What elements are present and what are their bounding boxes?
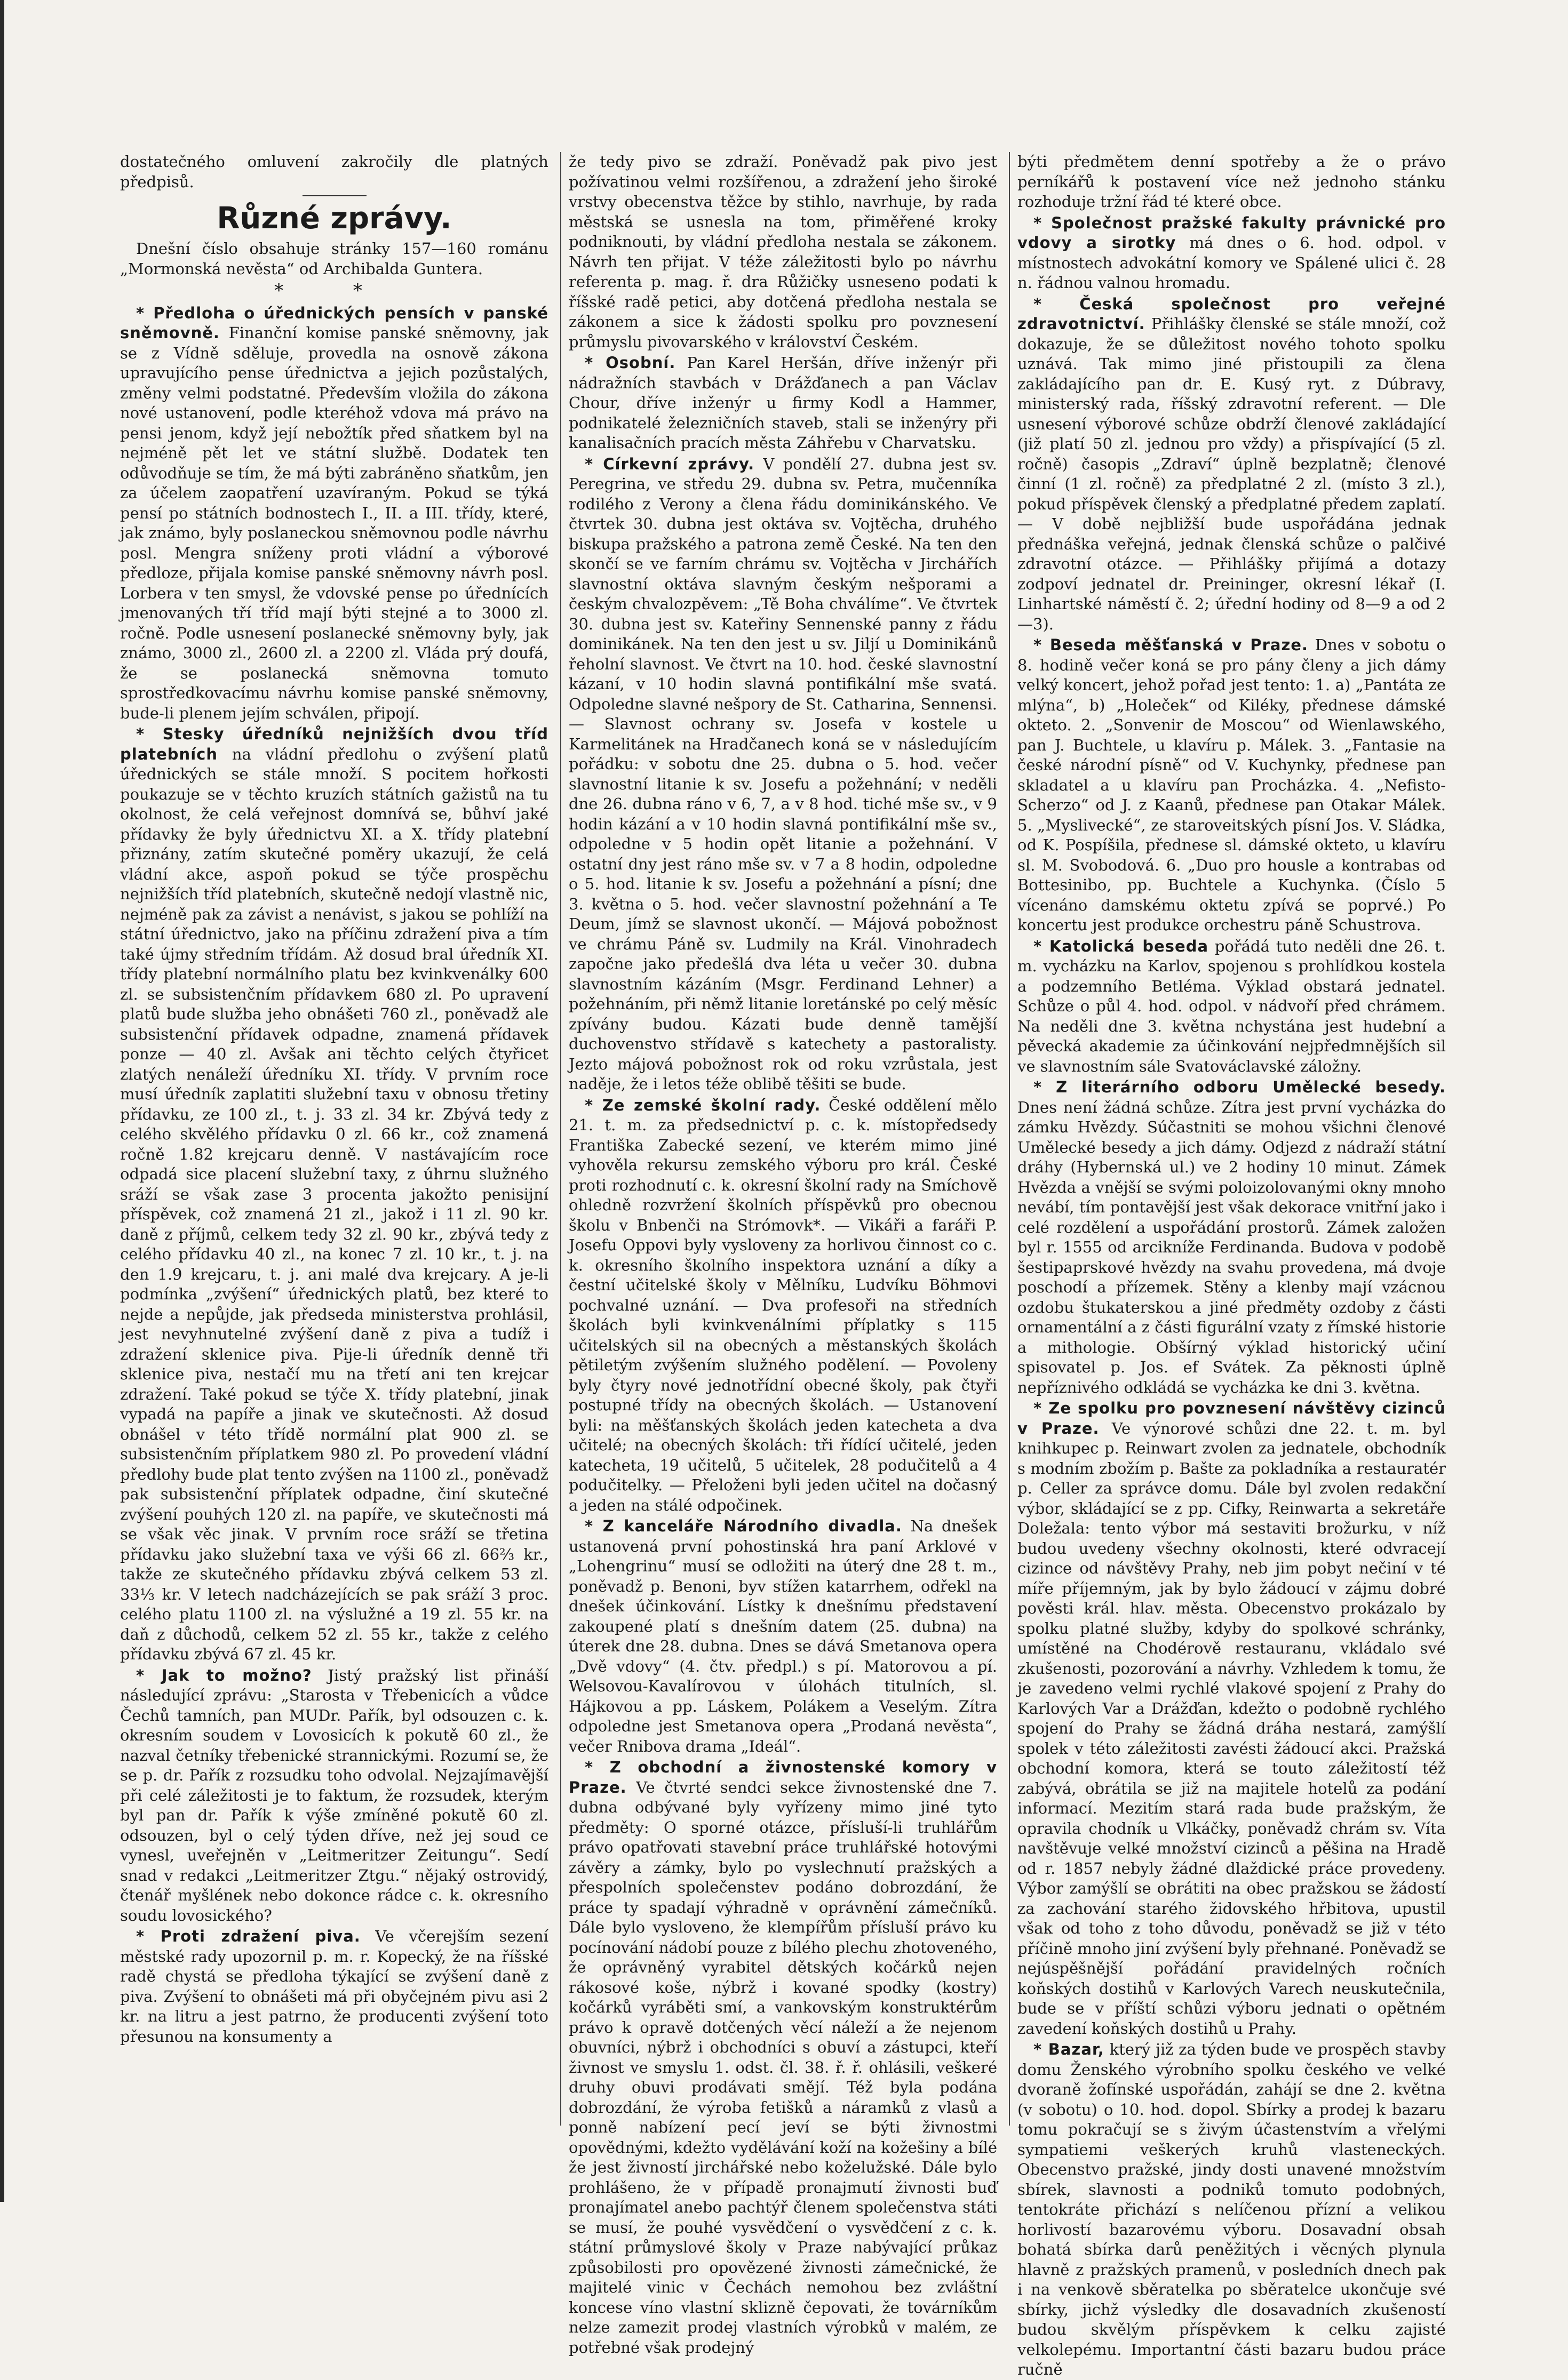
article-body: pořádá tuto neděli dne 26. t. m. vycházku na Karlov, spojenou s prohlídkou kostela a podzemního Betléma. Výklad obstará jednatel. Schůze o půl 4. hod. odpol. v nádvoří před chrámem. Na neděli dne 3. května nchystána jest hudební a pěvecká akademie za účinkování nejpředmnějších sil ve slavnostním sále Svatováclavské záložny. [1017, 937, 1446, 1075]
article-body: Ve čtvrté sendci sekce živnostenské dne 7. dubna odbývané byly vyřízeny mimo jiné tyto předměty: O sporné otázce, přísluší-li truhlářům právo opatřovati stavební práce truhlářské hotovými závěry a zámky, bylo po vyslechnutí pražských a přespolních společenstev podáno dobrozdání, že práce ty spadají výhradně v oprávnění zámečníků. Dále bylo vysloveno, že klempířům přísluší právo ku pocínování nádobí pouze z bílého plechu zhotoveného, že oprávněný vyrabitel dětských kočárků nejen rákosové koše, nýbrž i kované spodky (kostry) kočárků vyráběti smí, a vankovským konstruktérům právo k opravě dotčených věcí náleží a že nejenom obuvníci, nýbrž i obchodníci s obuví a zástupci, kteří živnost ve smyslu 1. odst. čl. 38. ř. ř. ohlásili, veškeré druhy obuvi prodávati smějí. Též byla podána dobrozdání, že výroba fetišků a náramků z vlasů a ponně nabízení pecí jeví se býti živnostmi opovědnými, kdežto vydělávání koží na kožešiny a bílé že jest živností jirchářské nebo koželužské. Dále bylo prohlášeno, že v případě pronajmutí živnosti buď pronajímatel anebo pachtýř členem společenstva státi se musí, že pouhé vysvědčení o vysvědčení z c. k. státní průmyslové školy v Praze nabývající průkaz způsobilosti pro opovězené živnosti zámečnické, že majitelé vinic v Čechách nemohou bez zvláštní koncese víno vlastní sklizně čepovati, že továrníkům nelze zamezit prodej vlastních výrobků v malém, ze potřebné však prodejný [569, 1778, 997, 2357]
article [1017, 213, 1446, 293]
article-body: Dnes v sobotu o 8. hodině večer koná se pro pány členy a jich dámy velký koncert, jehož pořad jest tento: 1. a) „Pantáta ze mlýna“, b) „Holeček“ od Kiléky, přednese dámské okteto. 2. „Sonvenir de Moscou“ od Wienlawského, pan J. Buchtele, u klavíru p. Málek. 3. „Fantasie na české národní písně“ od V. Kuchynky, přednese pan skladatel a u klavíru pan Procházka. 4. „Nefisto-Scherzo“ od J. z Kaanů, přednese pan Otakar Málek. 5. „Myslivecké“, ze staroveitských písní Jos. V. Sládka, od K. Pospíšila, přednese sl. dámské okteto, u klavíru sl. M. Svobodová. 6. „Duo pro housle a kontrabas od Bottesinibo, pp. Buchtele a Kuchynka. (Číslo 5 vícenáno damskému oktetu zpívá se poprvé.) Po koncertu jest produkce orchestru páně Schustrova. [1017, 636, 1446, 934]
article [1017, 1077, 1446, 1397]
column-3 [1009, 152, 1446, 2378]
article [1017, 294, 1446, 635]
article-body: Na dnešek ustanovená první pohostinská hra paní Arklové v „Lohengrinu“ musí se odložiti na úterý dne 28 t. m., poněvadž p. Benoni, byv stížen katarrhem, odřekl na dnešek účinkování. Lístky k dnešnímu představení zakoupené platí s dnešním datem (25. dubna) na úterek dne 28. dubna. Dnes se dává Smetanova opera „Dvě vdovy“ (4. čtv. předpl.) s pí. Matorovou a pí. Welsovou-Kavalírovou v úlohách titulních, sl. Hájkovou a pp. Láskem, Polákem a Veselým. Zítra odpoledne jest Smetanova opera „Prodaná nevěsta“, večer Rnibova drama „Ideál“. [569, 1517, 998, 1755]
article-headline: * Osobní. [585, 354, 676, 372]
article [120, 1927, 548, 2047]
article-headline: * Proti zdražení piva. [136, 1927, 361, 1945]
continuation-paragraph: dostatečného omluvení zakročily dle platných předpisů. [120, 153, 548, 191]
article-headline: * Církevní zprávy. [585, 454, 755, 473]
article-body: Přihlášky členské se stále množí, což dokazuje, že se důležitost nového tohoto spolku uznává. Tak mimo jiné přistoupili za člena zakládajícího pan dr. E. Kusý ryt. z Dúbravy, ministerský rada, říšský zdravotní referent. — Dle usnesení výborové schůze obdrží členové zakládající (již platí 50 zl. jednou pro vždy) a přispívající (5 zl. ročně) časopis „Zdraví“ úplně bezplatně; členové činní (1 zl. ročně) za předplatné 2 zl. (místo 3 zl.), pokud příspěvek členský a předplatné předem zaplatí. — V době nejbližší bude uspořádána jednak přednáška veřejná, jednak členská schůze o palčivé zdravotní otázce. — Přihlášky přijímá a dotazy zodpoví jednatel dr. Preininger, okresní lékař (I. Linhartské náměstí č. 2; úřední hodiny od 8—9 a od 2—3). [1017, 315, 1446, 633]
article-body: Finanční komise panské sněmovny, jak se z Vídně sděluje, provedla na osnově zákona upravujícího pense úřednictva a jejich pozůstalých, změny velmi podstatné. Především vložila do zákona nové ustanovení, podle kteréhož vdova má právo na pensi jenom, když její nebožtík před sňatkem byl na nejméně pět let ve státní službě. Dodatek ten odůvodňuje se tím, že má býti zabráněno sňatkům, jen za účelem zaopatření uzavíraným. Pokud se týká pensí po státních bodnostech I., II. a III. třídy, které, jak známo, byly poslaneckou sněmovnou podle návrhu posl. Mengra sníženy proti vládní a výborové předloze, přijala komise panské sněmovny návrh posl. Lorbera v ten smysl, že vdovské pense po úřednících jmenovaných tří tříd mají býti stejné a to 3000 zl. ročně. Podle usnesení poslanecké sněmovny byly, jak známo, 3000 zl., 2600 zl. a 2200 zl. Vláda prý doufá, že se poslanecká sněmovna tomuto sprostředkovacímu návrhu komise panské sněmovny, bude-li plenem jejím schválen, připojí. [120, 324, 549, 722]
article [1017, 937, 1446, 1077]
article-body: Ve výnorové schůzi dne 22. t. m. byl knihkupec p. Reinwart zvolen za jednatele, obchodník s modním zbožím p. Bašte za pokladníka a restauratér p. Celler za správce domu. Dále byl zvolen redakční výbor, skládající se z pp. Cifky, Reinwarta a sekretáře Doležala: tento výbor má sestaviti brožurku, v níž budou uvedeny všechny okolnosti, které odvracejí cizince od návštěvy Prahy, neb jim pobyt nečiní v té míře příjemným, jak by bylo žádoucí v zájmu dobré pověsti král. hlav. města. Obecenstvo prokázalo by spolku platné služby, kdyby do spolkové schránky, umístěné na Chodérově restauranu, vkládalo své zkušenosti, pozorování a návrhy. Vzhledem k tomu, že je zavedeno velmi rychlé vlakové spojení z Prahy do Karlových Var a Drážďan, kdežto o podobně rychlého spojení do Prahy se žádná dráha nestará, zamýšlí spolek v této záležitosti zavésti žádoucí akci. Pražská obchodní komora, která se touto záležitostí též zabývá, obrátila se již na majitele hotelů za podání informací. Mezitím stará rada bude pražským, že opravila chodník u Vlkáčky, poněvadž chrám sv. Víta navštěvuje velké množství cizinců a pěšina na Hradě od r. 1857 nebyly žádné dlaždické práce provedeny. Výbor zamýšlí se obrátiti na obec pražskou se žádostí za zachování starého židovského hřbitova, upustil však od toho z toho důvodu, poněvadž se již v této příčině mnoho jiní zvýšení byly přehnané. Poněvadž se nejúspěšnější pořádání pravidelných ročních koňských dostihů v Karlových Varech neuskutečnila, bude se v příští schůzi výboru jednati o opětném zavedení koňských dostihů u Prahy. [1017, 1419, 1446, 2038]
article-body: České oddělení mělo 21. t. m. za předsednictví p. c. k. místopředsedy Františka Zabecké sezení, ve kterém mimo jiné vyhověla rekursu zemského výboru pro král. České proti rozhodnutí c. k. okresní školní rady na Smíchově ohledně rozvržení školních příspěvků pro obecnou školu v Bnbenči na Strómovk*. — Vikáři a faráři P. Josefu Oppovi byly vysloveny za horlivou činnost co c. k. okresního školního inspektora uznání a díky a čestní učitelské školy v Mělníku, Ludvíku Böhmovi pochvalné uznání. — Dva profesoři na středních školách byli kvinkvenálními příplatky s 115 učitelských sil na obecných a městanských školách pětiletým zvýšením služného podělení. — Povoleny byly čtyry nové jednotřídní obecné školy, pak čtyři postupné třídy na obecných školách. — Ustanovení byli: na měšťanských školách jeden katecheta a dva učitelé; na obecných školách: tři řídící učitelé, jeden katecheta, 19 učitelů, 5 učitelek, 28 podučitelů a 4 podučitelky. — Přeloženi byli jeden učitel na dočasný a jeden na stálé odpočinek. [569, 1096, 997, 1514]
article-headline: * Ze zemské školní rady. [585, 1096, 821, 1114]
page-edge-shadow [0, 0, 4, 2202]
article-headline: * Předloha o úřednických pensích v panské sněmovně. [120, 304, 548, 342]
article [120, 1666, 548, 1926]
article-headline: * Jak to možno? [136, 1666, 312, 1684]
article-headline: * Z kanceláře Národního divadla. [585, 1517, 902, 1535]
intro-paragraph: Dnešní číslo obsahuje stránky 157—160 románu „Mormonská nevěsta“ od Archibalda Guntera. [120, 239, 548, 278]
article-headline: * Z literárního odboru Umělecké besedy. [1033, 1078, 1446, 1096]
article-body: Dnes není žádná schůze. Zítra jest první vycházka do zámku Hvězdy. Súčastniti se mohou všichni členové Umělecké besedy a jich dámy. Odjezd z nádraží státní dráhy (Hybernská ul.) ve 2 hodiny 10 minut. Zámek Hvězda a vnější se svými poloizolovanými okny mnoho nevábí, tím pontavější jest však dekorace vnitřní jako i celé rozdělení a uspořádání prostorů. Zámek založen byl r. 1555 od arcikníže Ferdinanda. Budova v podobě šestipaprskové hvězdy na svahu provedena, má dvoje poschodí a přízemek. Stěny a klenby mají vzácnou ozdobu štukaterskou a jiné předměty ozdoby z části ornamentální a z části figurální vzaty z římské historie a mithologie. Obšírný výklad historický učiní spisovatel p. Jos. ef Svátek. Za pěknosti úplně nepříznivého odkládá se vycházka ke dni 3. května. [1017, 1098, 1446, 1396]
article-headline: * Společnost pražské fakulty právnické pro vdovy a sirotky [1017, 213, 1446, 252]
article [1017, 635, 1446, 936]
article-headline: * Česká společnost pro veřejné zdravotnictví. [1017, 294, 1446, 333]
article-body: má dnes o 6. hod. odpol. v místnostech advokátní komory ve Spálené ulici č. 28 n. řádnou valnou hromadu. [1017, 234, 1446, 292]
article-body: V pondělí 27. dubna jest sv. Peregrina, ve středu 29. dubna sv. Petra, mučenníka rodilého z Verony a člena řádu dominikánského. Ve čtvrtek 30. dubna jest oktáva sv. Vojtěcha, druhého biskupa pražského a patrona země České. Na ten den skončí se ve farním chrámu sv. Vojtěcha v Jirchářích slavnostní oktáva slavným českým nešporami a českým chvalozpěvem: „Tě Boha chválíme“. Ve čtvrtek 30. dubna jest sv. Kateřiny Sennenské panny z řádu dominikánek. Na ten den jest u sv. Jiljí u Dominikánů řeholní slavnost. Ve čtvrt na 10. hod. české slavnostní kázaní, v 10 hodin slavná pontifikální mše svatá. Odpoledne slavné nešpory de St. Catharina, Sennensi. — Slavnost ochrany sv. Josefa v kostele u Karmelitánek na Hradčanech koná se v následujícím pořádku: v sobotu dne 25. dubna o 5. hod. večer slavnostní litanie k sv. Josefu a požehnání; v neděli dne 26. dubna ráno v 6, 7, a v 8 hod. tiché mše sv., v 9 hodin kázání a v 10 hodin slavná pontifikální mše sv., odpoledne v 5 hodin opět litanie a požehnání. V ostatní dny jest ráno mše sv. v 7 a 8 hodin, odpoledne o 5. hod. litanie k sv. Josefu a požehnání a písní; dne 3. května o 5. hod. večer slavnostní požehnání a Te Deum, jímž se slavnost ukončí. — Májová pobožnost ve chrámu Páně sv. Ludmily na Král. Vinohradech započne jako předešlá dva léta u večer 30. dubna slavnostním kázáním (Msgr. Ferdinand Lehner) a požehnáním, při němž litanie loretánské po celý měsíc zpívány budou. Kázati bude denně tamější duchovenstvo střídavě s katechety a pastoralisty. Jezto májová pobožnost rok od roku vzrůstala, jest naděje, že i letos téže oblibě těšiti se bude. [569, 454, 997, 1093]
article-body: který již za týden bude ve prospěch stavby domu Ženského výrobního spolku českého ve velké dvoraně žofínské uspořádán, zahájí se dne 2. května (v sobotu) o 10. hod. dopol. Sbírky a prodej k bazaru tomu pokračují se s živým účastenstvím a vřelými sympatiemi veškerých kruhů vlasteneckých. Obecenstvo pražské, jindy dosti unavené množstvím sbírek, slavnosti a podniků tomuto podobných, tentokráte přichází s nelíčenou přízní a velikou horlivostí bazarovému výboru. Dosavadní obsah bohatá sbírka darů peněžitých i věcných plynula hlavně z pražských pramenů, v posledních dnech pak i na venkově sběratelka po sběratelce ukončuje své sbírky, jichž výsledky dle dosavadních zkušeností budou skvělým příspěvkem k celku zajisté velkolepému. Importantní části bazaru budou práce ručně [1017, 2040, 1446, 2378]
column-2 [560, 152, 998, 2357]
divider [303, 195, 367, 196]
article [569, 1758, 997, 2358]
article-headline: * Ze spolku pro povznesení návštěvy cizinců v Praze. [1017, 1399, 1446, 1437]
article [1017, 2040, 1446, 2380]
continuation-paragraph: býti předmětem denní spotřeby a že o právo perníkářů k postavení více než jednoho stánku rozhoduje tržní řád té které obce. [1017, 153, 1446, 211]
article [120, 304, 548, 724]
article-headline: * Z obchodní a živnostenské komory v Praze. [569, 1758, 997, 1796]
article-headline: * Beseda měšťanská v Praze. [1033, 636, 1309, 654]
article [1017, 1399, 1446, 2039]
article-body: na vládní předlohu o zvýšení platů úřednických se stále množí. S pocitem hořkosti poukazuje se v těchto kruzích státních gažistů na tu okolnost, že celá veřejnost domnívá se, bůhví jaké přídavky že byly úřednictvu XI. a X. třídy platební přiznány, zatím skutečné poměry ukazují, že celá vládní akce, aspoň pokud se týče prospěchu nejnižších tříd platebních, skutečně nedojí vlastně nic, nejméně pak za závist a nenávist, s jakou se pohlíží na státní úřednictvo, jako na příčinu zdražení piva a tím také újmy středním třídám. Až dosud bral úředník XI. třídy platební normálního platu bez kvinkvenálky 600 zl. se subsistenčním přídavkem 680 zl. Po upravení platů bude služba jeho obnášeti 760 zl., poněvadž ale subsistenční přídavek odpadne, znamená přídavek ponze — 40 zl. Avšak ani těchto celých čtyřicet zlatých nenáleží úředníku XI. třídy. V prvním roce musí úředník zaplatiti služební taxu v obnosu třetiny přídavku, ze 100 zl., t. j. 33 zl. 34 kr. Zbývá tedy z celého skvělého přídavku 0 zl. 66 kr., což znamená ročně 1.82 krejcaru denně. V nastávajícím roce odpadá sice placení služební taxy, z úhrnu služného sráží se však zase 3 procenta jakožto penisijní příspěvek, což znamená 21 zl., jakož i 11 zl. 90 kr. daně z příjmů, celkem tedy 32 zl. 90 kr., zbývá tedy z celého přídavku 40 zl., na konec 7 zl. 10 kr., t. j. na den 1.9 krejcaru, t. j. ani malé dva krejcary. A je-li podmínka „zvýšení“ úřednických platů, bez které to nejde a nepůjde, jak předseda ministerstva prohlásil, jest nevyhnutelné zvýšení daně z piva a tudíž i zdražení sklenice piva. Pije-li úředník denně tři sklenice piva, nestačí mu na třetí ani ten krejcar zdražení. Také pokud se týče X. třídy platební, jinak vypadá na papíře a jinak ve skutečnosti. Až dosud obnášel v této třídě normální plat 900 zl. se subsistenčním příplatkem 980 zl. Po provedení vládní předlohy bude plat tento zvýšen na 1100 zl., poněvadž pak subsistenční příplatek odpadne, činí skutečné zvýšení pouhých 120 zl. na papíře, ve skutečnosti má se však věc jinak. V prvním roce sráží se třetina přídavku jako služební taxa ve výši 66 zl. 66⅔ kr., takže ze skutečného přídavku zbývá celkem 53 zl. 33⅓ kr. V letech nadcházejících se pak sráží 3 proc. celého platu 1100 zl. na výslužné a 19 zl. 55 kr. na daň z důchodů, celkem 52 zl. 55 kr., takže z celého přídavku zbývá 67 zl. 45 kr. [120, 745, 549, 1663]
article-headline: * Stesky úředníků nejnižších dvou tříd platebních [120, 725, 548, 763]
article [569, 1096, 997, 1516]
article-body: Ve včerejším sezení městské rady upozornil p. m. r. Kopecký, že na říšské radě chystá se předloha týkající se zvýšení daně z piva. Zvýšení to obnášeti má při obyčejném pivu asi 2 kr. na litru a jest patrno, že producenti zvýšení toto přesunou na konsumenty a [120, 1927, 548, 2046]
section-title: Různé zprávy. [217, 201, 452, 236]
star-divider: * * [274, 280, 394, 301]
article-headline: * Bazar, [1033, 2040, 1104, 2058]
continuation-paragraph: že tedy pivo se zdraží. Poněvadž pak pivo jest požívatinou velmi rozšířenou, a zdražení jeho široké vrstvy obecenstva těžce by stihlo, navrhuje, by rada městská se usnesla na tom, přiměřené kroky podniknouti, by vládní předloha nestala se zákonem. Návrh ten přijat. V téže záležitosti bylo po návrhu referenta p. mag. ř. dra Růžičky usneseno podati k říšské radě petici, aby dotčená předloha nestala se zákonem a sice k žádosti spolku pro povznesení průmyslu pivovarského v království Českém. [569, 153, 997, 351]
column-1 [120, 152, 548, 2126]
article [569, 1516, 997, 1756]
article [569, 454, 997, 1095]
article-body: Pan Karel Heršán, dříve inženýr při nádražních stavbách v Drážďanech a pan Václav Chour, dříve inženýr u firmy Kodl a Hammer, podnikatelé železničních staveb, stali se inženýry při kanalisačních pracích města Záhřebu v Charvatsku. [569, 354, 998, 452]
article-body: Jistý pražský list přináší následující zprávu: „Starosta v Třebenicích a vůdce Čechů tamních, pan MUDr. Pařík, byl odsouzen c. k. okresním soudem v Lovosicích k pokutě 60 zl., že nazval četníky třebenické strannickými. Rozumí se, že se p. dr. Pařík z rozsudku toho odvolal. Nejzajímavější při celé záležitosti je to faktum, že rozsudek, kterým byl pan dr. Pařík k výše zmíněné pokutě 60 zl. odsouzen, byl o celý týden dříve, než jej soud ce vynesl, uveřejněn v „Leitmeritzer Zeitungu“. Sedí snad v redakci „Leitmeritzer Ztgu.“ nějaký ostrovidý, čtenář myšlének nebo dokonce rádce c. k. okresního soudu lovosického? [120, 1666, 549, 1924]
article [120, 724, 548, 1665]
article [569, 353, 997, 453]
article-headline: * Katolická beseda [1033, 937, 1209, 955]
text-columns [120, 152, 1446, 2378]
